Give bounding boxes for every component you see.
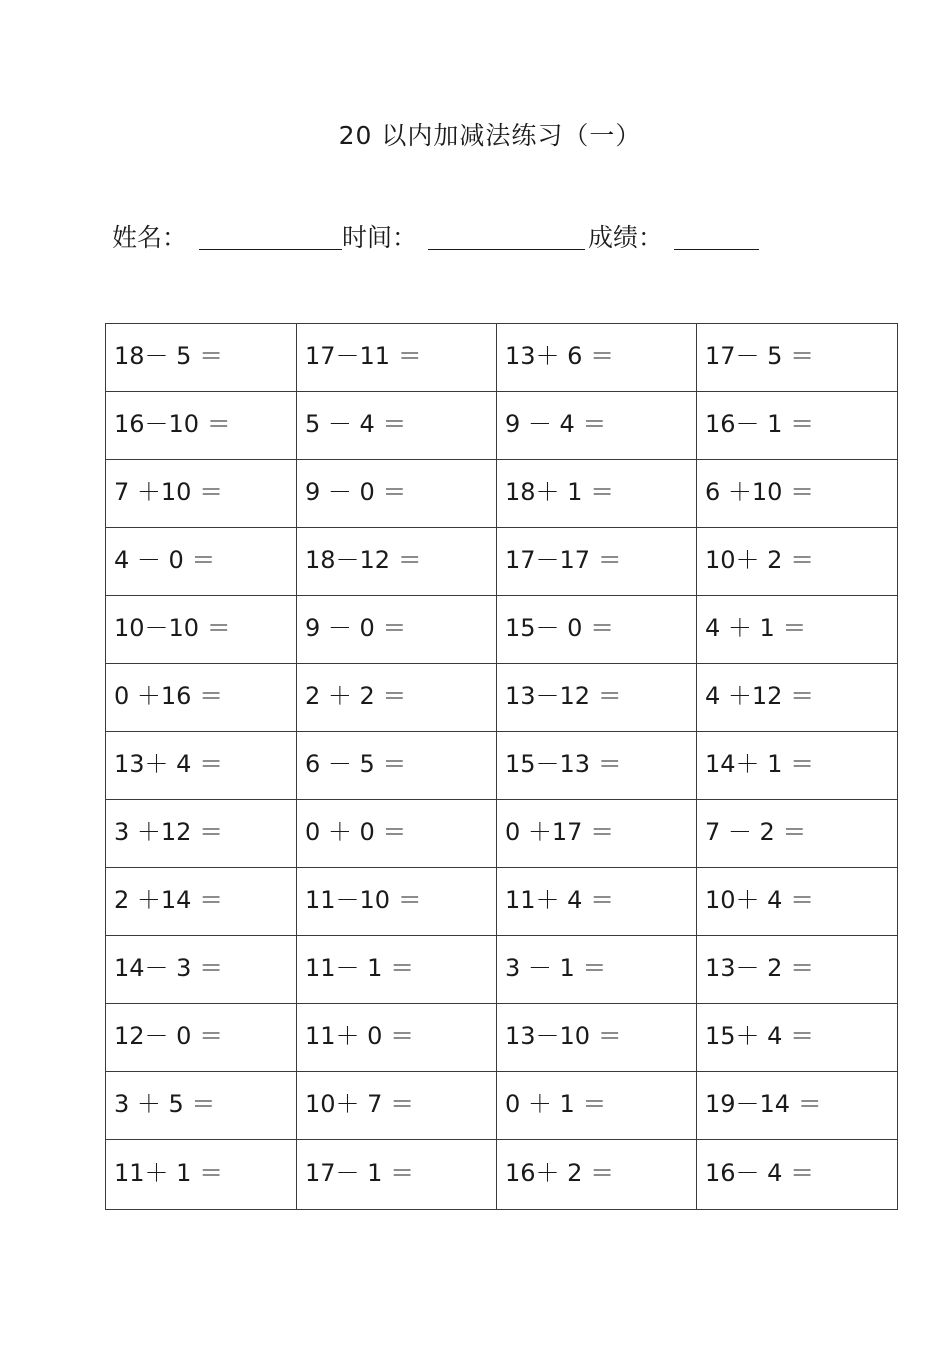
- time-blank-line[interactable]: [428, 249, 585, 250]
- problem-cell: 14－ 3 ＝: [106, 936, 297, 1004]
- problem-cell: 18－ 5 ＝: [106, 324, 297, 392]
- problem-cell: 5 － 4 ＝: [297, 392, 497, 460]
- problem-cell: 13－10 ＝: [497, 1004, 697, 1072]
- problem-cell: 17－17 ＝: [497, 528, 697, 596]
- problem-cell: 2 ＋ 2 ＝: [297, 664, 497, 732]
- table-row: [106, 460, 898, 528]
- problem-cell: 13＋ 4 ＝: [106, 732, 297, 800]
- problem-cell: 16－10 ＝: [106, 392, 297, 460]
- score-blank-line[interactable]: [674, 249, 759, 250]
- problem-cell: 14＋ 1 ＝: [697, 732, 898, 800]
- table-row: [106, 732, 898, 800]
- problem-cell: 9 － 4 ＝: [497, 392, 697, 460]
- table-row: [106, 1072, 898, 1140]
- problem-cell: 9 － 0 ＝: [297, 460, 497, 528]
- problem-cell: 0 ＋17 ＝: [497, 800, 697, 868]
- table-row: [106, 1140, 898, 1210]
- problem-cell: 11－ 1 ＝: [297, 936, 497, 1004]
- name-blank-line[interactable]: [199, 249, 342, 250]
- table-row: [106, 528, 898, 596]
- problem-cell: 16－ 1 ＝: [697, 392, 898, 460]
- problem-cell: 15－13 ＝: [497, 732, 697, 800]
- problem-cell: 12－ 0 ＝: [106, 1004, 297, 1072]
- problem-cell: 10＋ 4 ＝: [697, 868, 898, 936]
- problem-grid: [105, 323, 898, 1210]
- table-row: [106, 1004, 898, 1072]
- problem-cell: 9 － 0 ＝: [297, 596, 497, 664]
- problem-cell: 2 ＋14 ＝: [106, 868, 297, 936]
- problem-cell: 10＋ 2 ＝: [697, 528, 898, 596]
- problem-cell: 6 － 5 ＝: [297, 732, 497, 800]
- problem-cell: 11＋ 1 ＝: [106, 1140, 297, 1210]
- problem-cell: 4 ＋12 ＝: [697, 664, 898, 732]
- problem-cell: 18－12 ＝: [297, 528, 497, 596]
- table-row: [106, 936, 898, 1004]
- problem-cell: 16＋ 2 ＝: [497, 1140, 697, 1210]
- problem-cell: 0 ＋16 ＝: [106, 664, 297, 732]
- problem-cell: 3 ＋12 ＝: [106, 800, 297, 868]
- table-row: [106, 868, 898, 936]
- problem-cell: 3 － 1 ＝: [497, 936, 697, 1004]
- problem-cell: 17－ 1 ＝: [297, 1140, 497, 1210]
- problem-cell: 19－14 ＝: [697, 1072, 898, 1140]
- problem-cell: 4 － 0 ＝: [106, 528, 297, 596]
- name-label: 姓名：: [112, 223, 188, 252]
- problem-cell: 10＋ 7 ＝: [297, 1072, 497, 1140]
- problem-cell: 4 ＋ 1 ＝: [697, 596, 898, 664]
- table-row: [106, 800, 898, 868]
- problem-cell: 6 ＋10 ＝: [697, 460, 898, 528]
- problem-cell: 11－10 ＝: [297, 868, 497, 936]
- time-label: 时间：: [342, 223, 418, 252]
- problem-cell: 11＋ 4 ＝: [497, 868, 697, 936]
- problem-cell: 15－ 0 ＝: [497, 596, 697, 664]
- problem-cell: 11＋ 0 ＝: [297, 1004, 497, 1072]
- problem-cell: 0 ＋ 0 ＝: [297, 800, 497, 868]
- problem-cell: 13－12 ＝: [497, 664, 697, 732]
- problem-cell: 13＋ 6 ＝: [497, 324, 697, 392]
- problem-cell: 15＋ 4 ＝: [697, 1004, 898, 1072]
- page-title: 20 以内加减法练习（一）: [338, 121, 642, 150]
- problem-cell: 10－10 ＝: [106, 596, 297, 664]
- table-row: [106, 664, 898, 732]
- problem-cell: 3 ＋ 5 ＝: [106, 1072, 297, 1140]
- problem-cell: 16－ 4 ＝: [697, 1140, 898, 1210]
- table-row: [106, 324, 898, 392]
- score-label: 成绩：: [588, 223, 664, 252]
- problem-cell: 17－ 5 ＝: [697, 324, 898, 392]
- problem-cell: 0 ＋ 1 ＝: [497, 1072, 697, 1140]
- problem-cell: 18＋ 1 ＝: [497, 460, 697, 528]
- problem-cell: 7 ＋10 ＝: [106, 460, 297, 528]
- problem-cell: 7 － 2 ＝: [697, 800, 898, 868]
- problem-cell: 13－ 2 ＝: [697, 936, 898, 1004]
- table-row: [106, 392, 898, 460]
- table-row: [106, 596, 898, 664]
- problem-cell: 17－11 ＝: [297, 324, 497, 392]
